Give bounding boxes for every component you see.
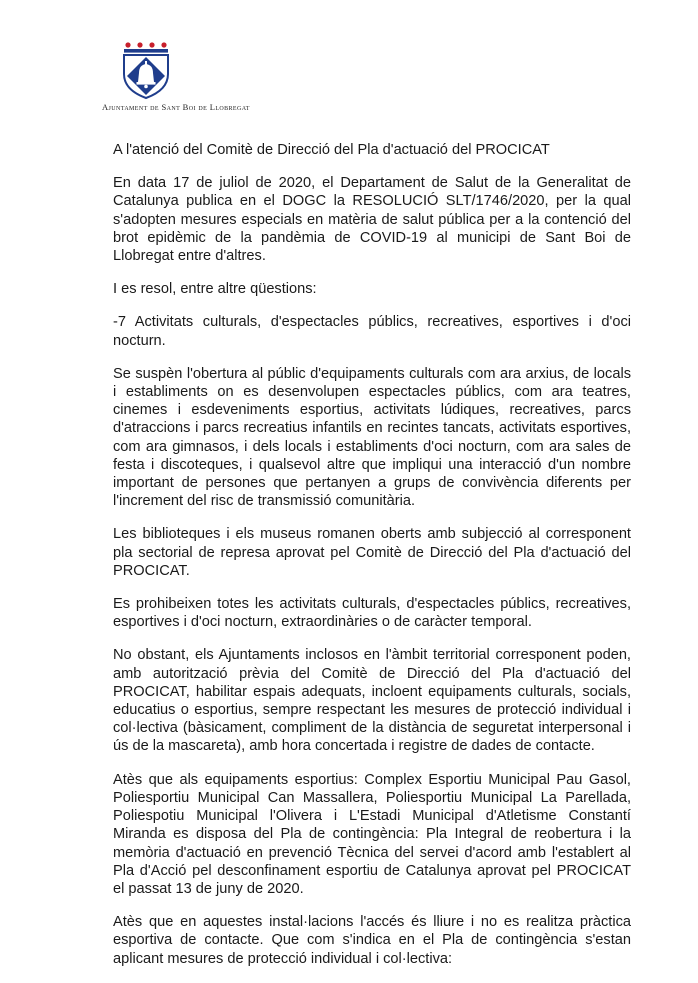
paragraph-resolution: En data 17 de juliol de 2020, el Departament de Salut de la Generalitat de Catalunya publica en el DOGC la RESOLUCIÓ SLT/1746/2020, per la qual s'adopten mesures especials en matèria de salut pública per a la contenció del brot epidèmic de la pandèmia de COVID-19 al municipi de Sant Boi de Llobregat entre d'altres.: [113, 175, 631, 265]
addressee-line: A l'atenció del Comitè de Direcció del Pla d'actuació del PROCICAT: [113, 142, 550, 158]
paragraph-prohibition: Es prohibeixen totes les activitats culturals, d'espectacles públics, recreatives, esportives i d'oci nocturn, extraordinàries o de caràcter temporal.: [113, 596, 631, 631]
paragraph-exception: No obstant, els Ajuntaments inclosos en l'àmbit territorial corresponent poden, amb autorització prèvia del Comitè de Direcció del Pla d'actuació del PROCICAT, habilitar espais adequats, incloent equipaments culturals, socials, educatius o esportius, sempre respectant les mesures de protecció individual i col·lectiva (bàsicament, compliment de la distància de seguretat interpersonal i ús de la mascareta), amb hora concertada i registre de dades de contacte.: [113, 647, 631, 755]
organization-name: Ajuntament de Sant Boi de Llobregat: [102, 102, 250, 112]
shield-bell-emblem-icon: [114, 40, 186, 102]
paragraph-sports-facilities: Atès que als equipaments esportius: Complex Esportiu Municipal Pau Gasol, Poliesportiu Municipal Can Massallera, Poliesportiu Municipal La Parellada, Poliespotiu Municipal l'Olivera i L'Estadi Municipal d'Atletisme Constantí Miranda es disposa del Pla de contingència: Pla Integral de reobertura i la memòria d'actuació en prevenció Tècnica del servei d'acord amb l'establert al Pla d'Acció pel desconfinament esportiu de Catalunya aprovat pel PROCICAT el passat 13 de juny de 2020.: [113, 771, 631, 897]
paragraph-suspension: Se suspèn l'obertura al públic d'equipaments culturals com ara arxius, de locals i establiments on es desenvolupen espectacles públics, com ara teatres, cinemes i esdeveniments esportius, activitats lúdiques, recreatives, parcs d'atraccions i parcs recreatius infantils en recintes tancats, activitats esportives, com ara gimnasos, i dels locals i establiments d'oci nocturn, com ara sales de festa i discoteques, i qualsevol altre que impliqui una interacció d'un nombre important de persones que pertanyen a grups de convivència diferents per l'increment del risc de transmissió comunitària.: [113, 365, 631, 510]
letter-body: [113, 141, 631, 983]
paragraph-libraries: Les biblioteques i els museus romanen oberts amb subjecció al corresponent pla sectorial de represa aprovat pel Comitè de Direcció del Pla d'actuació del PROCICAT.: [113, 526, 631, 579]
paragraph-access: Atès que en aquestes instal·lacions l'accés és lliure i no es realitza pràctica esportiva de contacte. Que com s'indica en el Pla de contingència s'estan aplicant mesures de protecció individual i col·lectiva:: [113, 914, 631, 967]
crown-icon: [124, 42, 168, 52]
letterhead: [100, 40, 250, 112]
paragraph-item-7: -7 Activitats culturals, d'espectacles públics, recreatives, esportives i d'oci nocturn.: [113, 314, 631, 349]
paragraph-resolves: I es resol, entre altre qüestions:: [113, 281, 317, 298]
